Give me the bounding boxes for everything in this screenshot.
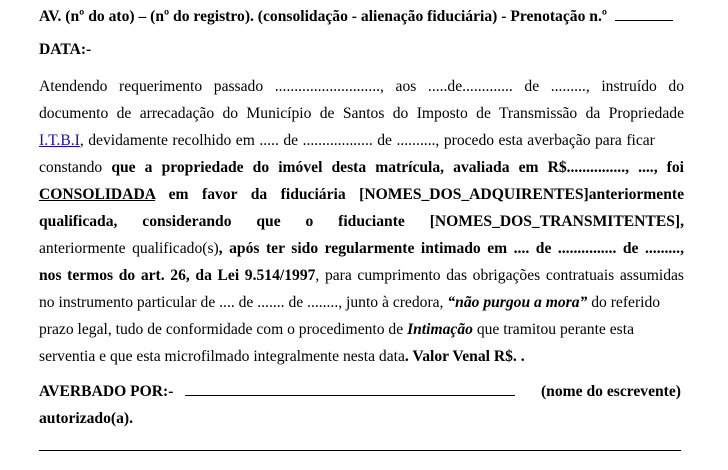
valor-venal-text: . Valor Venal R$. . bbox=[404, 348, 525, 365]
body-text: que tramitou perante esta bbox=[476, 321, 634, 338]
body-text: anteriormente qualificado(s) bbox=[39, 240, 219, 257]
prenotacao-blank bbox=[615, 6, 673, 21]
body-text: no instrumento particular de .... de ....... de ........, junto à credora, bbox=[39, 294, 444, 311]
body-line-4 bbox=[39, 157, 684, 179]
body-text: Atendendo requerimento passado ..........................., aos .....de............. de ........., instruído do bbox=[39, 78, 684, 95]
date-label: DATA:- bbox=[39, 41, 92, 58]
act-header bbox=[39, 6, 684, 28]
body-bold-text: que a propriedade do imóvel desta matrícula, avaliada em R$..............., ...., foi bbox=[111, 159, 684, 176]
escrevente-signature-blank bbox=[185, 381, 515, 396]
body-bold-text: em favor da fiduciária [NOMES_DOS_ADQUIRENTES]anteriormente bbox=[168, 186, 684, 203]
act-header-text: AV. (nº do ato) – (nº do registro). (consolidação - alienação fiduciária) - Prenotação n.º bbox=[39, 8, 607, 25]
consolidada-text: CONSOLIDADA bbox=[39, 186, 156, 203]
bottom-divider bbox=[39, 450, 681, 451]
body-text: prazo legal, tudo de conformidade com o procedimento de bbox=[39, 321, 404, 338]
body-text: do referido bbox=[591, 294, 661, 311]
body-bold-text: nos termos do art. 26, da Lei 9.514/1997 bbox=[39, 267, 316, 284]
body-bold-text: qualificada, considerando que o fiduciante [NOMES_DOS_TRANSMITENTES], bbox=[39, 213, 684, 230]
nao-purgou-text: “não purgou a mora” bbox=[447, 294, 588, 311]
escrevente-label: (nome do escrevente) bbox=[540, 383, 681, 400]
body-text: , para cumprimento das obrigações contratuais assumidas bbox=[315, 267, 684, 284]
body-line-1 bbox=[39, 76, 684, 98]
itbi-link[interactable]: I.T.B.I bbox=[39, 132, 80, 149]
body-line-6 bbox=[39, 211, 684, 233]
body-line-8 bbox=[39, 265, 684, 287]
body-line-10 bbox=[39, 319, 684, 341]
body-line-5 bbox=[39, 184, 684, 206]
body-line-9 bbox=[39, 292, 684, 314]
averbado-label: AVERBADO POR:- bbox=[39, 383, 174, 400]
averbado-line bbox=[39, 381, 684, 403]
body-line-7 bbox=[39, 238, 684, 260]
autorizado-label: autorizado(a). bbox=[39, 410, 133, 427]
body-text: documento de arrecadação do Município de Santos do Imposto de Transmissão da Propriedade bbox=[39, 105, 684, 122]
body-text: , devidamente recolhido em ..... de .................. de .........., procedo esta averbação para ficar bbox=[79, 132, 655, 149]
body-line-11 bbox=[39, 346, 684, 368]
intimacao-text: Intimação bbox=[407, 321, 473, 338]
body-line-3 bbox=[39, 130, 684, 152]
body-text: serventia e que esta microfilmado integralmente nesta data bbox=[39, 348, 405, 365]
body-bold-text: , após ter sido regularmente intimado em .... de ............... de ........., bbox=[218, 240, 684, 257]
body-text: constando bbox=[39, 159, 103, 176]
body-line-2 bbox=[39, 103, 684, 125]
